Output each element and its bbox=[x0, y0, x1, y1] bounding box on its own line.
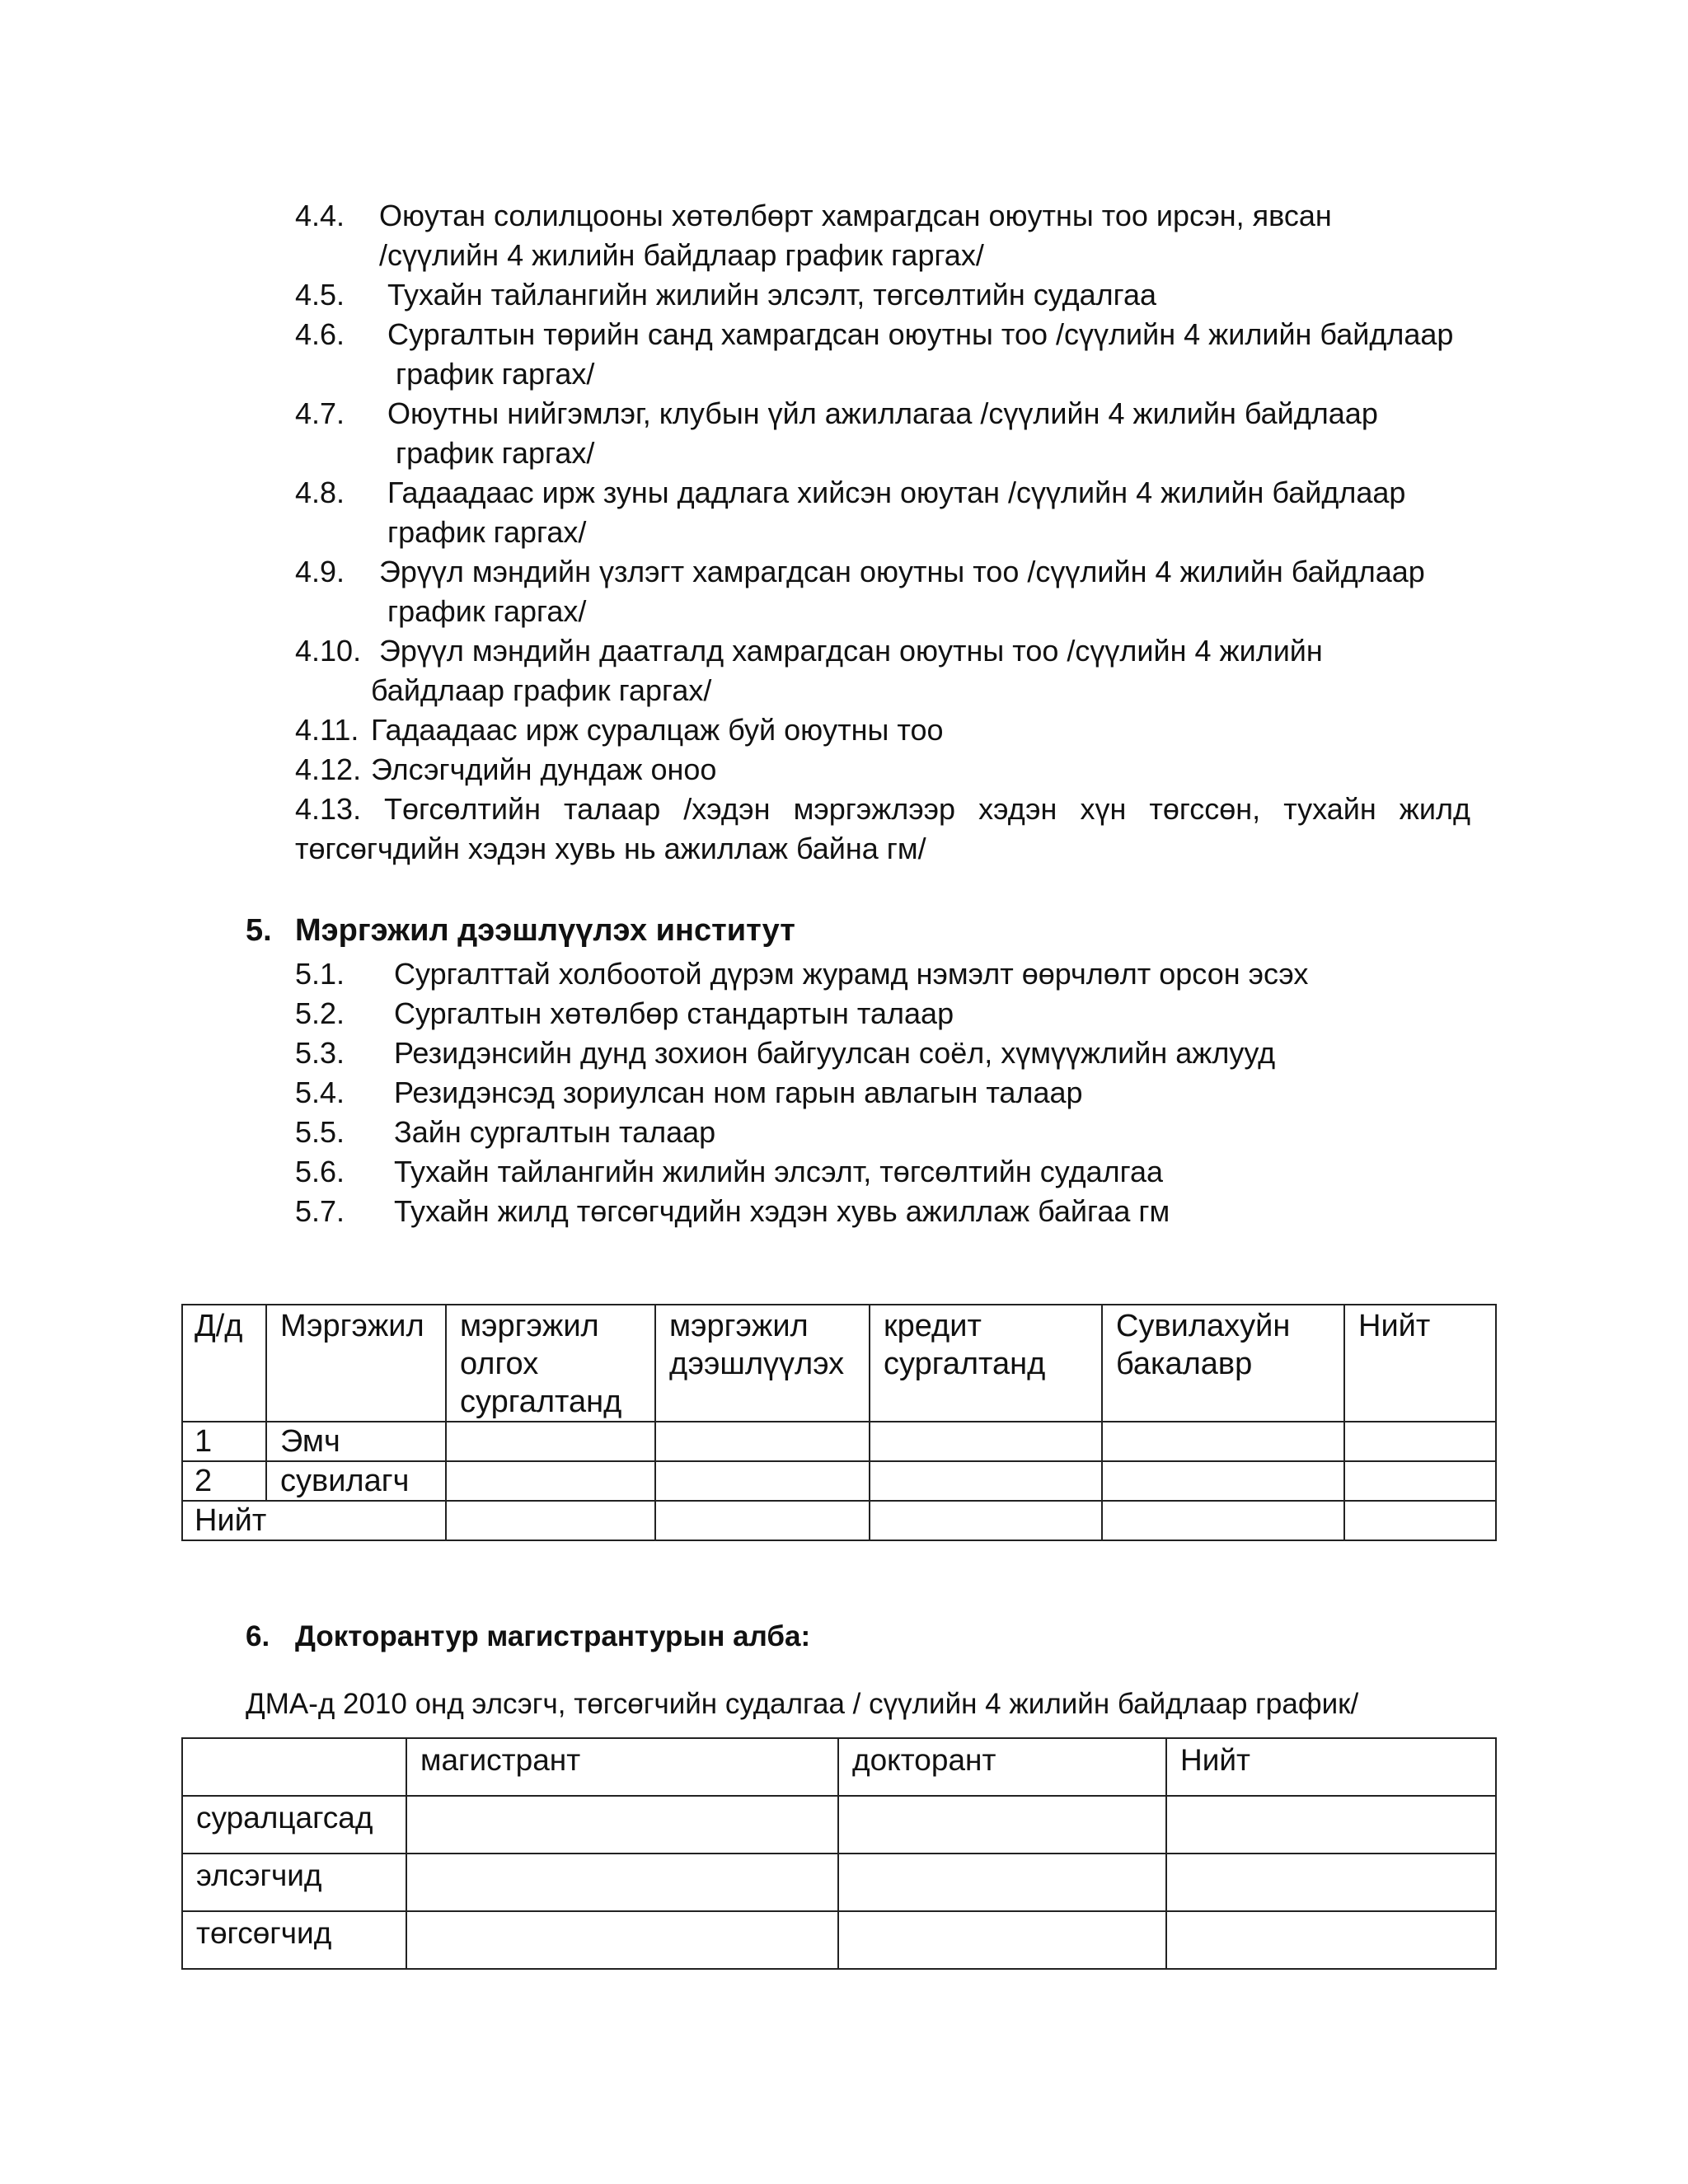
item-text: Оюутны нийгэмлэг, клубын үйл ажиллагаа /сүүлийн 4 жилийн байдлаар bbox=[387, 396, 1378, 430]
table-cell bbox=[1344, 1461, 1496, 1501]
item-continuation: байдлаар график гаргах/ bbox=[371, 673, 712, 707]
item-number: 4.8. bbox=[295, 476, 345, 509]
table-cell bbox=[1102, 1461, 1344, 1501]
item-continuation: график гаргах/ bbox=[396, 436, 595, 470]
item-number: 4.13. bbox=[295, 792, 362, 826]
item-number: 4.12. bbox=[295, 752, 362, 786]
item-number: 5.6. bbox=[295, 1155, 345, 1188]
table-cell: 1 bbox=[182, 1422, 266, 1461]
item-number: 4.4. bbox=[295, 199, 345, 232]
header-cell: мэргэжил олгох сургалтанд bbox=[446, 1305, 655, 1422]
table-cell bbox=[655, 1422, 870, 1461]
item-number: 5.7. bbox=[295, 1194, 345, 1228]
item-text: Тухайн тайлангийн жилийн элсэлт, төгсөлтийн судалгаа bbox=[394, 1155, 1163, 1188]
heading-text: Мэргэжил дээшлүүлэх институт bbox=[295, 913, 795, 948]
header-cell: докторант bbox=[838, 1738, 1166, 1796]
item-text: Оюутан солилцооны хөтөлбөрт хамрагдсан оюутны тоо ирсэн, явсан bbox=[379, 199, 1332, 232]
table-header-row bbox=[182, 1738, 1496, 1796]
section-6-intro: ДМА-д 2010 онд элсэгч, төгсөгчийн судалгаа / сүүлийн 4 жилийн байдлаар график/ bbox=[246, 1688, 1359, 1720]
table-cell bbox=[446, 1422, 655, 1461]
item-continuation: график гаргах/ bbox=[396, 357, 595, 391]
item-continuation: төгсөгчдийн хэдэн хувь нь ажиллаж байна гм/ bbox=[295, 832, 926, 865]
item-text: Зайн сургалтын талаар bbox=[394, 1115, 716, 1149]
item-text: Сургалттай холбоотой дүрэм журамд нэмэлт өөрчлөлт орсон эсэх bbox=[394, 957, 1309, 991]
item-number: 5.1. bbox=[295, 957, 345, 991]
table-cell bbox=[1344, 1501, 1496, 1540]
header-cell: кредит сургалтанд bbox=[870, 1305, 1102, 1422]
item-number: 5.5. bbox=[295, 1115, 345, 1149]
row-label: төгсөгчид bbox=[182, 1911, 406, 1969]
table-cell bbox=[1102, 1501, 1344, 1540]
table-cell bbox=[655, 1461, 870, 1501]
table-cell bbox=[870, 1422, 1102, 1461]
section-heading-6 bbox=[246, 1617, 811, 1657]
header-cell: Д/д bbox=[182, 1305, 266, 1422]
item-number: 4.10. bbox=[295, 634, 362, 668]
heading-text: Докторантур магистрантурын алба: bbox=[295, 1620, 811, 1652]
table-row bbox=[182, 1461, 1496, 1501]
table-cell bbox=[1166, 1911, 1496, 1969]
item-number: 4.9. bbox=[295, 555, 345, 588]
table-cell bbox=[406, 1854, 838, 1911]
header-cell: Нийт bbox=[1166, 1738, 1496, 1796]
dma-table bbox=[181, 1737, 1497, 1970]
table-cell bbox=[1166, 1854, 1496, 1911]
item-text: Эрүүл мэндийн даатгалд хамрагдсан оюутны тоо /сүүлийн 4 жилийн bbox=[379, 634, 1323, 668]
total-label: Нийт bbox=[182, 1501, 446, 1540]
item-number: 4.5. bbox=[295, 278, 345, 312]
header-cell: Нийт bbox=[1344, 1305, 1496, 1422]
heading-number: 5. bbox=[246, 913, 272, 948]
item-continuation: график гаргах/ bbox=[387, 594, 587, 628]
item-text: Төгсөлтийн талаар /хэдэн мэргэжлээр хэдэн хүн төгссөн, тухайн жилд bbox=[384, 792, 1470, 826]
table-cell bbox=[838, 1911, 1166, 1969]
table-cell bbox=[406, 1911, 838, 1969]
item-number: 4.6. bbox=[295, 317, 345, 351]
header-cell: Мэргэжил bbox=[266, 1305, 446, 1422]
header-cell: Сувилахуйн бакалавр bbox=[1102, 1305, 1344, 1422]
item-text: Гадаадаас ирж зуны дадлага хийсэн оюутан /сүүлийн 4 жилийн байдлаар bbox=[387, 476, 1406, 509]
item-number: 5.2. bbox=[295, 996, 345, 1030]
table-header-row bbox=[182, 1305, 1496, 1422]
table-row bbox=[182, 1854, 1496, 1911]
table-cell bbox=[406, 1796, 838, 1854]
item-number: 4.7. bbox=[295, 396, 345, 430]
row-label: суралцагсад bbox=[182, 1796, 406, 1854]
table-cell: 2 bbox=[182, 1461, 266, 1501]
item-text: Резидэнсэд зориулсан ном гарын авлагын талаар bbox=[394, 1076, 1083, 1109]
item-text: Сургалтын төрийн санд хамрагдсан оюутны тоо /сүүлийн 4 жилийн байдлаар bbox=[387, 317, 1454, 351]
table-cell bbox=[838, 1796, 1166, 1854]
item-text: Тухайн тайлангийн жилийн элсэлт, төгсөлтийн судалгаа bbox=[387, 278, 1156, 312]
item-text: Резидэнсийн дунд зохион байгуулсан соёл, хүмүүжлийн ажлууд bbox=[394, 1036, 1276, 1070]
table-cell bbox=[838, 1854, 1166, 1911]
header-cell: мэргэжил дээшлүүлэх bbox=[655, 1305, 870, 1422]
item-text: Элсэгчдийн дундаж оноо bbox=[371, 752, 717, 786]
table-cell bbox=[655, 1501, 870, 1540]
table-cell: Эмч bbox=[266, 1422, 446, 1461]
institute-table bbox=[181, 1304, 1497, 1541]
table-cell bbox=[446, 1501, 655, 1540]
section-heading-5 bbox=[246, 910, 795, 951]
table-row bbox=[182, 1422, 1496, 1461]
item-number: 4.11. bbox=[295, 713, 359, 747]
item-text: Гадаадаас ирж суралцаж буй оюутны тоо bbox=[371, 713, 944, 747]
table-row bbox=[182, 1796, 1496, 1854]
item-continuation: /сүүлийн 4 жилийн байдлаар график гаргах/ bbox=[379, 238, 984, 272]
table-cell bbox=[1344, 1422, 1496, 1461]
table-row bbox=[182, 1911, 1496, 1969]
item-number: 5.3. bbox=[295, 1036, 345, 1070]
row-label: элсэгчид bbox=[182, 1854, 406, 1911]
heading-number: 6. bbox=[246, 1620, 270, 1652]
table-cell bbox=[870, 1461, 1102, 1501]
table-cell bbox=[1166, 1796, 1496, 1854]
item-number: 5.4. bbox=[295, 1076, 345, 1109]
item-text: Тухайн жилд төгсөгчдийн хэдэн хувь ажиллаж байгаа гм bbox=[394, 1194, 1170, 1228]
item-continuation: график гаргах/ bbox=[387, 515, 587, 549]
table-cell: сувилагч bbox=[266, 1461, 446, 1501]
table-cell bbox=[870, 1501, 1102, 1540]
item-text: Сургалтын хөтөлбөр стандартын талаар bbox=[394, 996, 954, 1030]
table-total-row bbox=[182, 1501, 1496, 1540]
item-text: Эрүүл мэндийн үзлэгт хамрагдсан оюутны тоо /сүүлийн 4 жилийн байдлаар bbox=[379, 555, 1425, 588]
header-cell bbox=[182, 1738, 406, 1796]
table-cell bbox=[1102, 1422, 1344, 1461]
table-cell bbox=[446, 1461, 655, 1501]
header-cell: магистрант bbox=[406, 1738, 838, 1796]
